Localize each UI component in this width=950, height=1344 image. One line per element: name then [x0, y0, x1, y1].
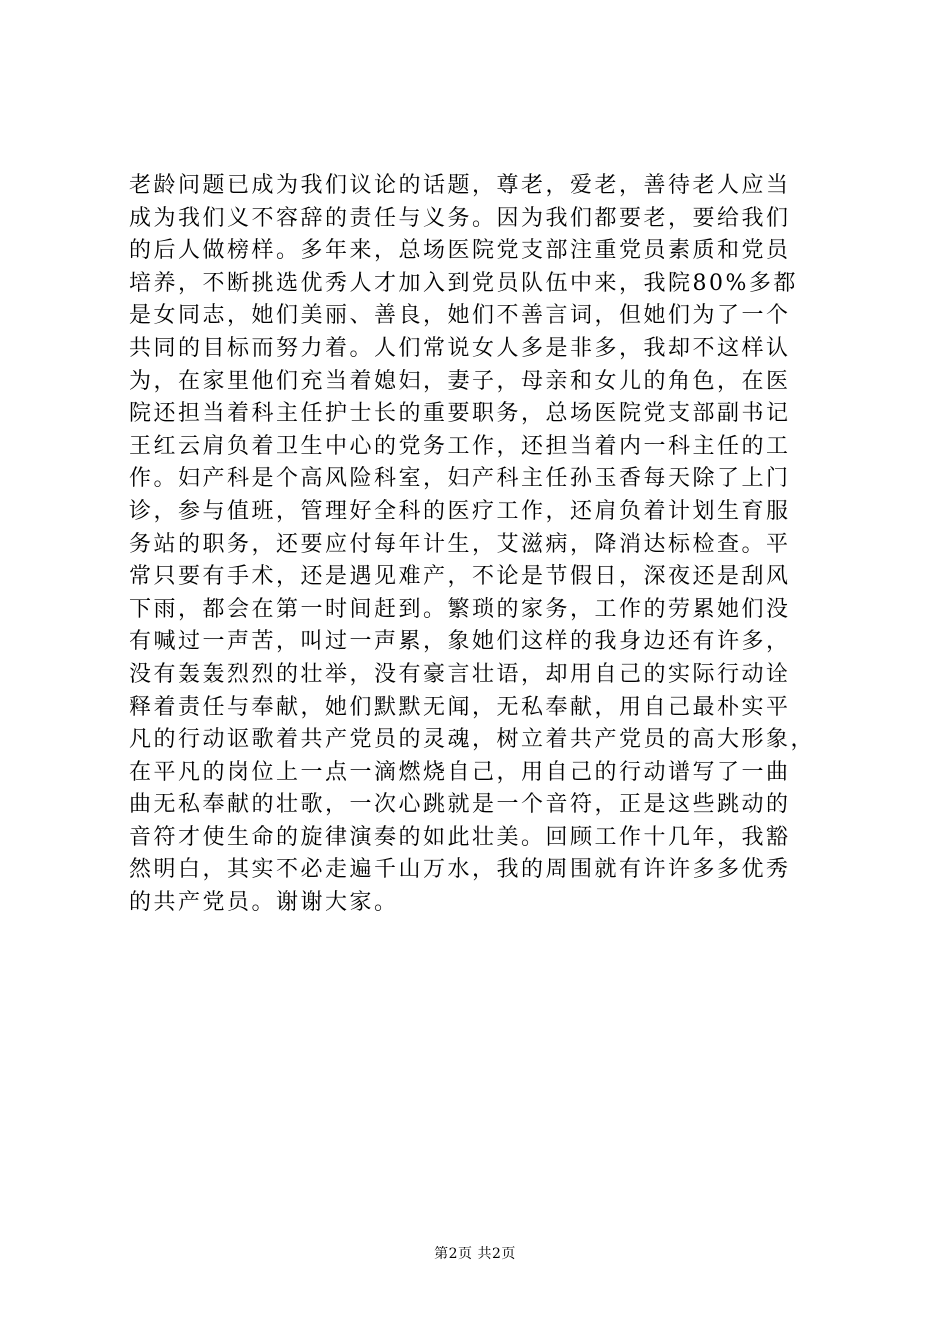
text-line: 有喊过一声苦，叫过一声累，象她们这样的我身边还有许多，	[129, 629, 791, 655]
text-line: 王红云肩负着卫生中心的党务工作，还担当着内一科主任的工	[129, 433, 791, 459]
text-line: 务站的职务，还要应付每年计生，艾滋病，降消达标检查。平	[129, 531, 791, 557]
text-line: 然明白，其实不必走遍千山万水，我的周围就有许许多多优秀	[129, 857, 791, 883]
text-line: 共同的目标而努力着。人们常说女人多是非多，我却不这样认	[129, 335, 791, 361]
text-line: 成为我们义不容辞的责任与义务。因为我们都要老，要给我们	[129, 205, 791, 231]
text-line: 的后人做榜样。多年来，总场医院党支部注重党员素质和党员	[129, 238, 791, 264]
body-paragraph	[129, 170, 829, 920]
text-line: 下雨，都会在第一时间赶到。繁琐的家务，工作的劳累她们没	[129, 596, 791, 622]
page-number-footer: 第2页 共2页	[434, 1246, 516, 1262]
text-line: 培养，不断挑选优秀人才加入到党员队伍中来，我院80%多都	[129, 270, 798, 296]
text-line: 没有轰轰烈烈的壮举，没有豪言壮语，却用自己的实际行动诠	[129, 661, 791, 687]
text-line: 常只要有手术，还是遇见难产，不论是节假日，深夜还是刮风	[129, 564, 791, 590]
text-line: 院还担当着科主任护士长的重要职务，总场医院党支部副书记	[129, 401, 791, 427]
text-line: 是女同志，她们美丽、善良，她们不善言词，但她们为了一个	[129, 303, 791, 329]
text-line: 作。妇产科是个高风险科室，妇产科主任孙玉香每天除了上门	[129, 466, 791, 492]
text-line: 凡的行动讴歌着共产党员的灵魂，树立着共产党员的高大形象，	[129, 727, 816, 753]
text-line: 在平凡的岗位上一点一滴燃烧自己，用自己的行动谱写了一曲	[129, 759, 791, 785]
text-line: 音符才使生命的旋律演奏的如此壮美。回顾工作十几年，我豁	[129, 824, 791, 850]
text-line: 诊，参与值班，管理好全科的医疗工作，还肩负着计划生育服	[129, 498, 791, 524]
text-line: 的共产党员。谢谢大家。	[129, 890, 399, 916]
text-line: 曲无私奉献的壮歌，一次心跳就是一个音符，正是这些跳动的	[129, 792, 791, 818]
text-line: 为，在家里他们充当着媳妇，妻子，母亲和女儿的角色，在医	[129, 368, 791, 394]
text-line: 老龄问题已成为我们议论的话题，尊老，爱老，善待老人应当	[129, 173, 791, 198]
text-line: 释着责任与奉献，她们默默无闻，无私奉献，用自己最朴实平	[129, 694, 791, 720]
